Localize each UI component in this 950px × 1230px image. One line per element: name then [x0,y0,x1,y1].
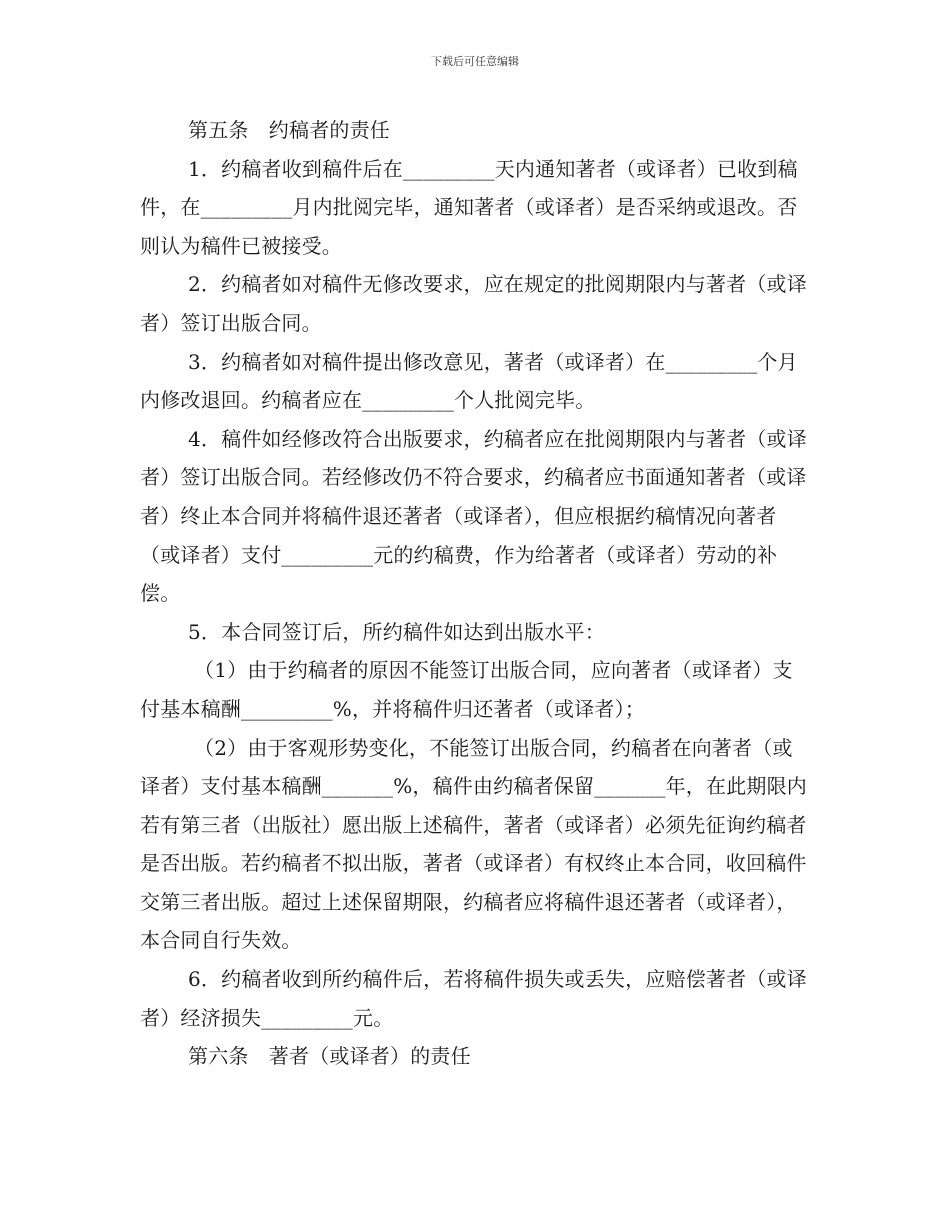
clause-1-paragraph: 1．约稿者收到稿件后在_________天内通知著者（或译者）已收到稿件，在_________月内批阅完毕，通知著者（或译者）是否采纳或退改。否则认为稿件已被接受。 [140,156,798,258]
clause-5-item-1-paragraph: （1）由于约稿者的原因不能签订出版合同，应向著者（或译者）支付基本稿酬_________%，并将稿件归还著者（或译者）； [140,658,793,721]
page-header-note: 下载后可任意编辑 [431,55,519,68]
clause-3-paragraph: 3．约稿者如对稿件提出修改意见，著者（或译者）在_________个月内修改退回。约稿者应在_________个人批阅完毕。 [140,349,798,413]
article-5-title: 第五条 约稿者的责任 [188,118,390,142]
clause-5-paragraph: 5．本合同签订后，所约稿件如达到出版水平： [188,619,605,644]
clause-2-paragraph: 2．约稿者如对稿件无修改要求，应在规定的批阅期限内与著者（或译者）签订出版合同。 [140,272,807,335]
clause-5-item-2-paragraph: （2）由于客观形势变化，不能签订出版合同，约稿者在向著者（或译者）支付基本稿酬_______%，稿件由约稿者保留_______年，在此期限内若有第三者（出版社）愿出版上述稿件，著者（或译者）必须先征询约稿者是否出版。若约稿者不拟出版，著者（或译者）有权终止本合同，收回稿件交第三者出版。超过上述保留期限，约稿者应将稿件退还著者（或译者），本合同自行失效。 [140,735,808,953]
article-6-title: 第六条 著者（或译者）的责任 [188,1044,471,1069]
document-body [140,111,812,1076]
clause-6-paragraph: 6．约稿者收到所约稿件后，若将稿件损失或丢失，应赔偿著者（或译者）经济损失_________元。 [140,967,807,1030]
clause-4-paragraph: 4．稿件如经修改符合出版要求，约稿者应在批阅期限内与著者（或译者）签订出版合同。若经修改仍不符合要求，约稿者应书面通知著者（或译者）终止本合同并将稿件退还著者（或译者），但应根据约稿情况向著者（或译者）支付_________元的约稿费，作为给著者（或译者）劳动的补偿。 [140,426,807,606]
